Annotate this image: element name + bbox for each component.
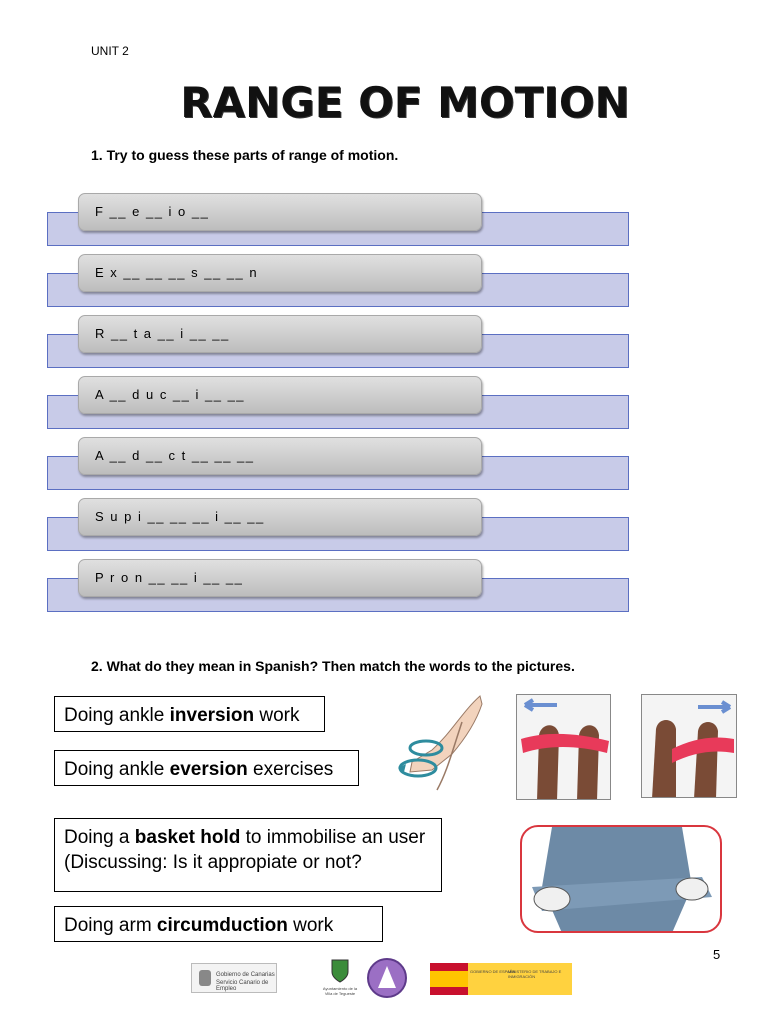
word-blank-6: S u p i __ __ __ i __ __ [78, 498, 482, 536]
basket-hold-photo [520, 825, 722, 933]
phrase-text: Doing a [64, 827, 135, 848]
feet-with-band-image [517, 695, 611, 800]
phrase-keyword: inversion [169, 705, 255, 726]
coat-of-arms-icon [196, 966, 214, 992]
gobierno-canarias-logo [191, 963, 277, 993]
phrase-text: exercises [247, 759, 334, 780]
unit-label: UNIT 2 [91, 44, 129, 58]
phrase-text: work [254, 705, 300, 726]
phrase-text: Doing ankle [64, 705, 170, 726]
word-blank-3: R __ t a __ i __ __ [78, 315, 482, 353]
phrase-text: work [287, 915, 334, 936]
phrase-text: Doing ankle [64, 759, 170, 780]
phrase-box-circumduction [54, 906, 383, 942]
feet-with-band-image [642, 695, 737, 798]
phrase-keyword: circumduction [156, 915, 288, 936]
logo-text: GOBIERNO DE ESPAÑA [470, 969, 516, 974]
spain-flag-icon [430, 963, 468, 995]
ayuntamiento-tegueste-logo [320, 958, 360, 998]
shield-icon [330, 958, 350, 984]
logo-text: MINISTERIO DE TRABAJO E INMIGRACIÓN [508, 969, 562, 979]
word-blank-1: F __ e __ i o __ [78, 193, 482, 231]
phrase-box-eversion [54, 750, 359, 786]
school-badge-logo [366, 956, 408, 1000]
logo-text: Servicio Canario de Empleo [216, 980, 269, 992]
gobierno-espana-logo [430, 963, 572, 995]
word-blank-2: E x __ __ __ s __ __ n [78, 254, 482, 292]
logo-text: Gobierno de Canarias [216, 972, 275, 978]
page-number: 5 [713, 947, 721, 962]
word-blank-7: P r o n __ __ i __ __ [78, 559, 482, 597]
word-blank-5: A __ d __ c t __ __ __ [78, 437, 482, 475]
ankle-circumduction-illustration [392, 692, 484, 796]
phrase-keyword: basket hold [134, 827, 241, 848]
word-blank-4: A __ d u c __ i __ __ [78, 376, 482, 414]
question-2: 2. What do they mean in Spanish? Then match the words to the pictures. [91, 658, 575, 674]
phrase-text: Doing arm [64, 915, 157, 936]
basket-hold-image [522, 827, 722, 933]
phrase-box-inversion [54, 696, 325, 732]
phrase-box-basket-hold [54, 818, 442, 892]
logo-text: Ayuntamiento de la Villa de Tegueste [322, 986, 358, 996]
page-title: RANGE OF MOTION [180, 78, 630, 127]
ankle-eversion-photo [641, 694, 737, 798]
ministry-band [468, 963, 572, 995]
phrase-text: to immobilise an user (Discussing: Is it appropiate or not? [64, 827, 426, 873]
phrase-keyword: eversion [169, 759, 248, 780]
ankle-inversion-photo [516, 694, 611, 800]
question-1: 1. Try to guess these parts of range of motion. [91, 147, 399, 163]
